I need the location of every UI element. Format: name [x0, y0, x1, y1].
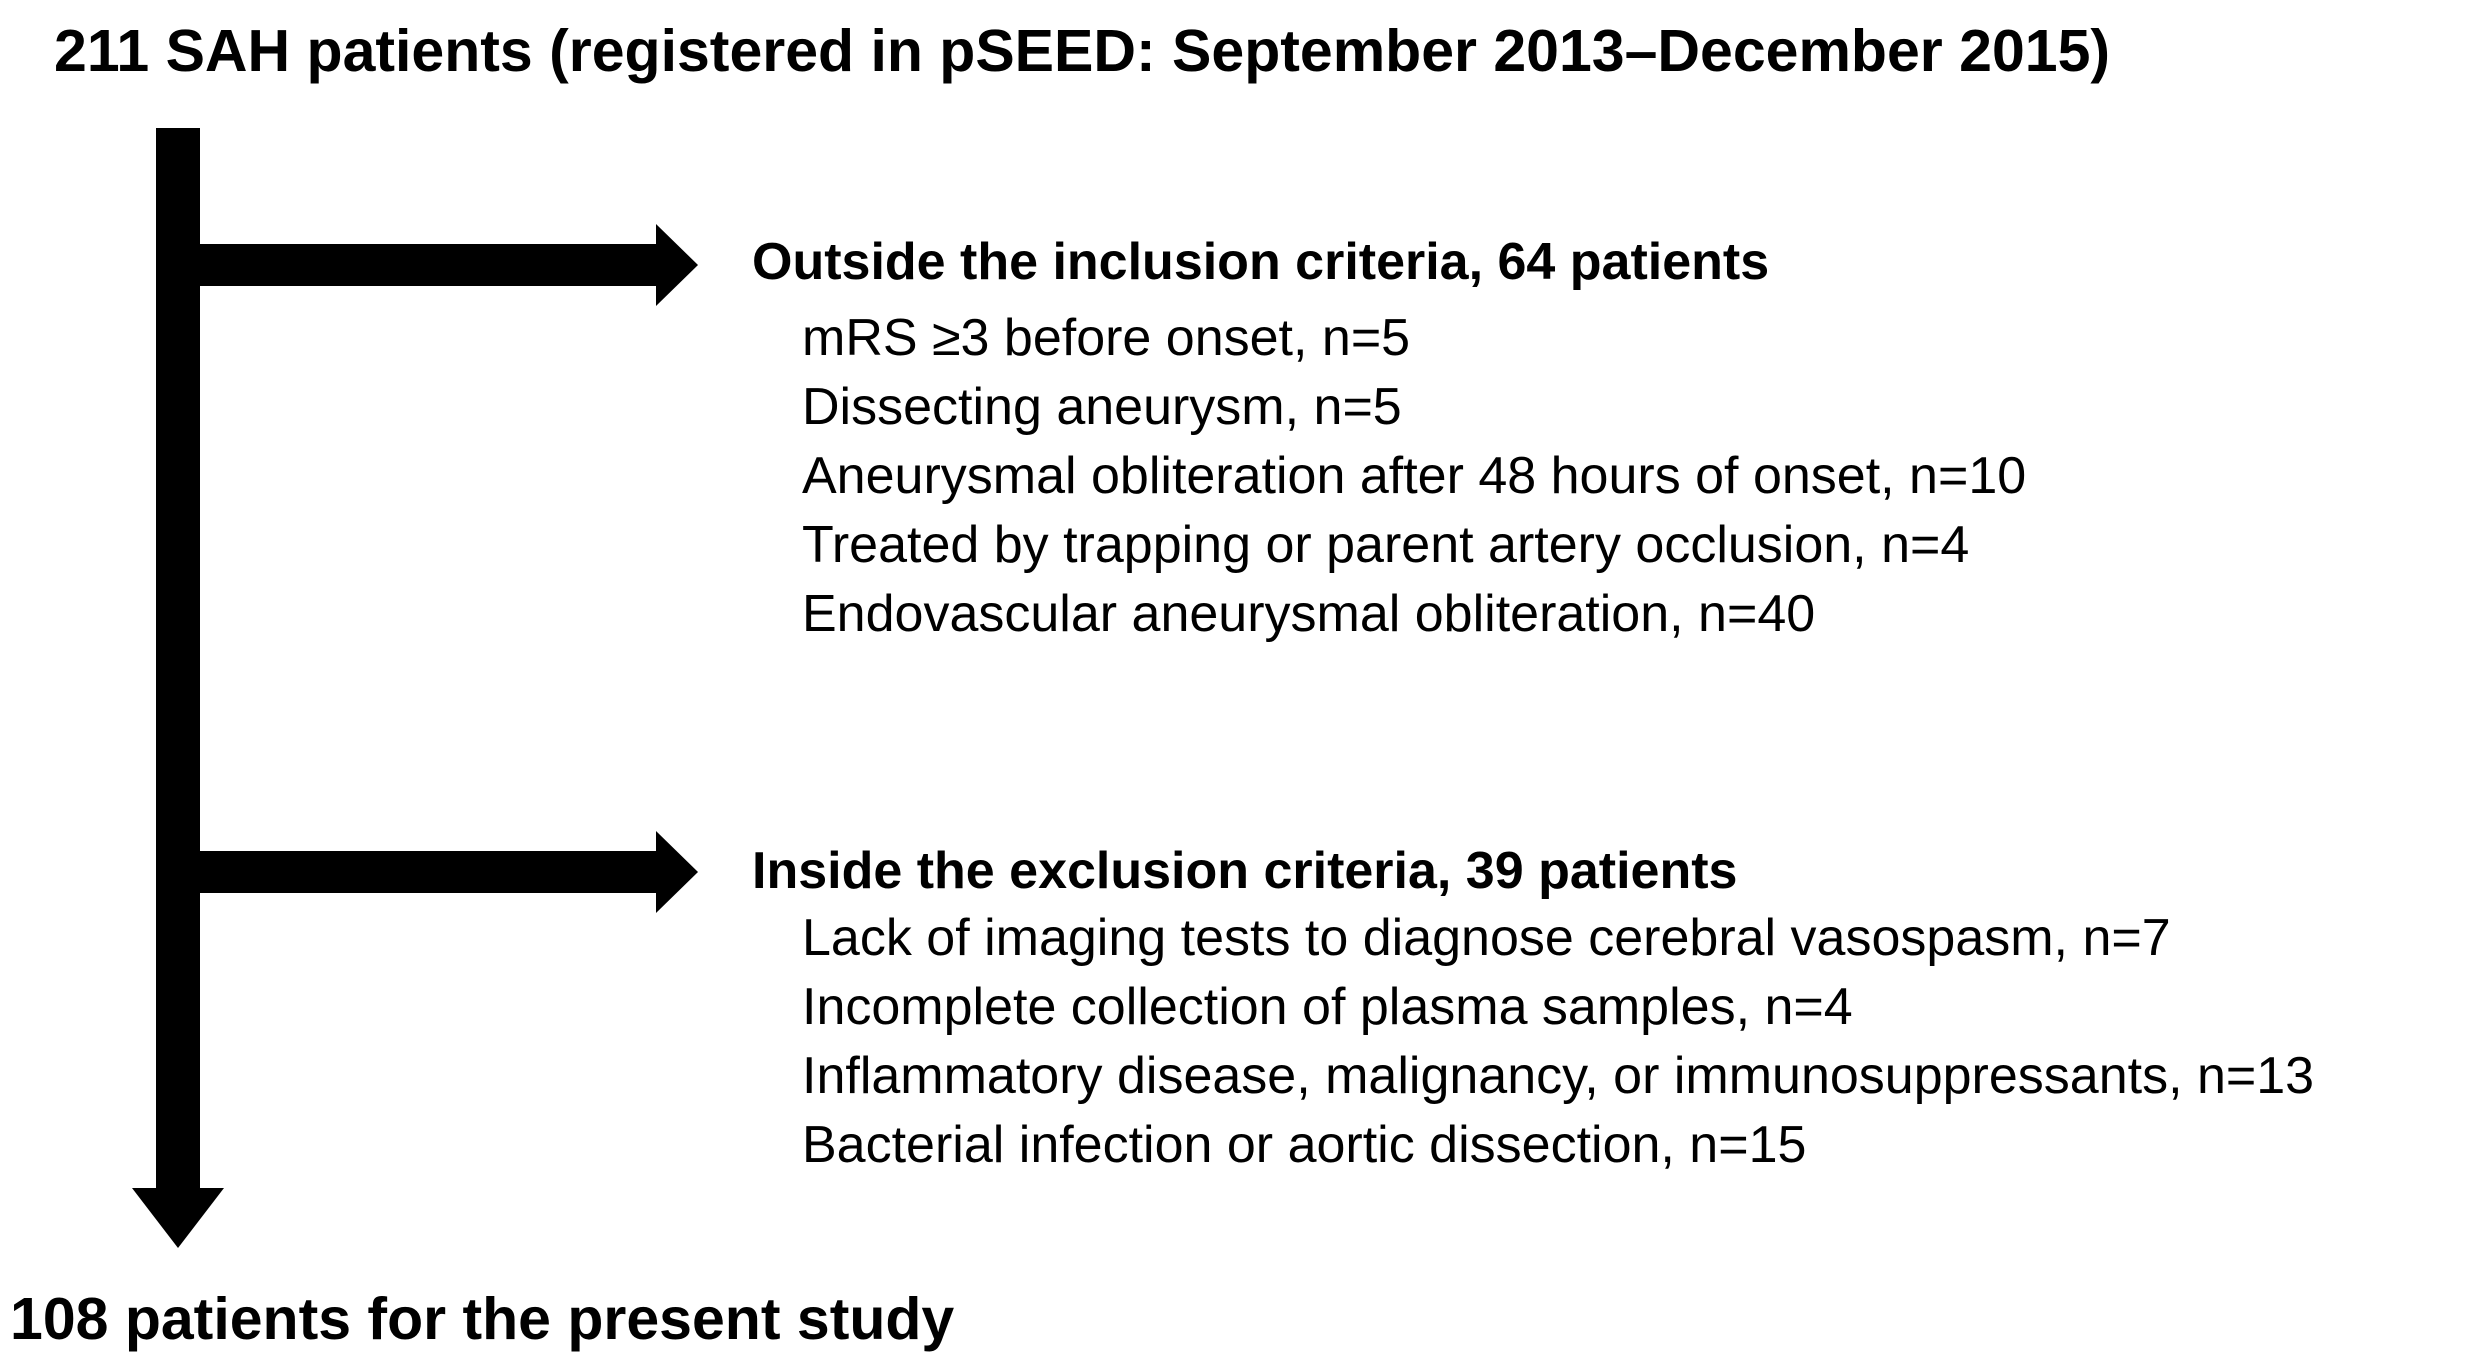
inclusion-item: Aneurysmal obliteration after 48 hours of onset, n=10 [802, 447, 2027, 505]
inclusion-item: Endovascular aneurysmal obliteration, n=40 [802, 585, 1816, 643]
exclusion-item: Inflammatory disease, malignancy, or immunosuppressants, n=13 [802, 1047, 2315, 1105]
inclusion-criteria-heading: Outside the inclusion criteria, 64 patients [752, 233, 1770, 291]
exclusion-criteria-heading: Inside the exclusion criteria, 39 patients [752, 842, 1738, 900]
inclusion-branch-shaft [198, 244, 660, 286]
main-vertical-arrow-shaft [156, 128, 200, 1190]
inclusion-arrow-head-right [656, 224, 698, 306]
inclusion-item: Treated by trapping or parent artery occlusion, n=4 [802, 516, 1970, 574]
source-population-label: 211 SAH patients (registered in pSEED: September 2013–December 2015) [54, 18, 2111, 84]
exclusion-branch-shaft [198, 851, 660, 893]
study-population-label: 108 patients for the present study [10, 1286, 955, 1352]
inclusion-item: Dissecting aneurysm, n=5 [802, 378, 1402, 436]
exclusion-item: Incomplete collection of plasma samples, n=4 [802, 978, 1853, 1036]
exclusion-arrow-head-right [656, 831, 698, 913]
exclusion-item: Lack of imaging tests to diagnose cerebral vasospasm, n=7 [802, 909, 2171, 967]
main-arrow-head-down [132, 1188, 224, 1248]
inclusion-item: mRS ≥3 before onset, n=5 [802, 309, 1411, 367]
exclusion-item: Bacterial infection or aortic dissection, n=15 [802, 1116, 1807, 1174]
